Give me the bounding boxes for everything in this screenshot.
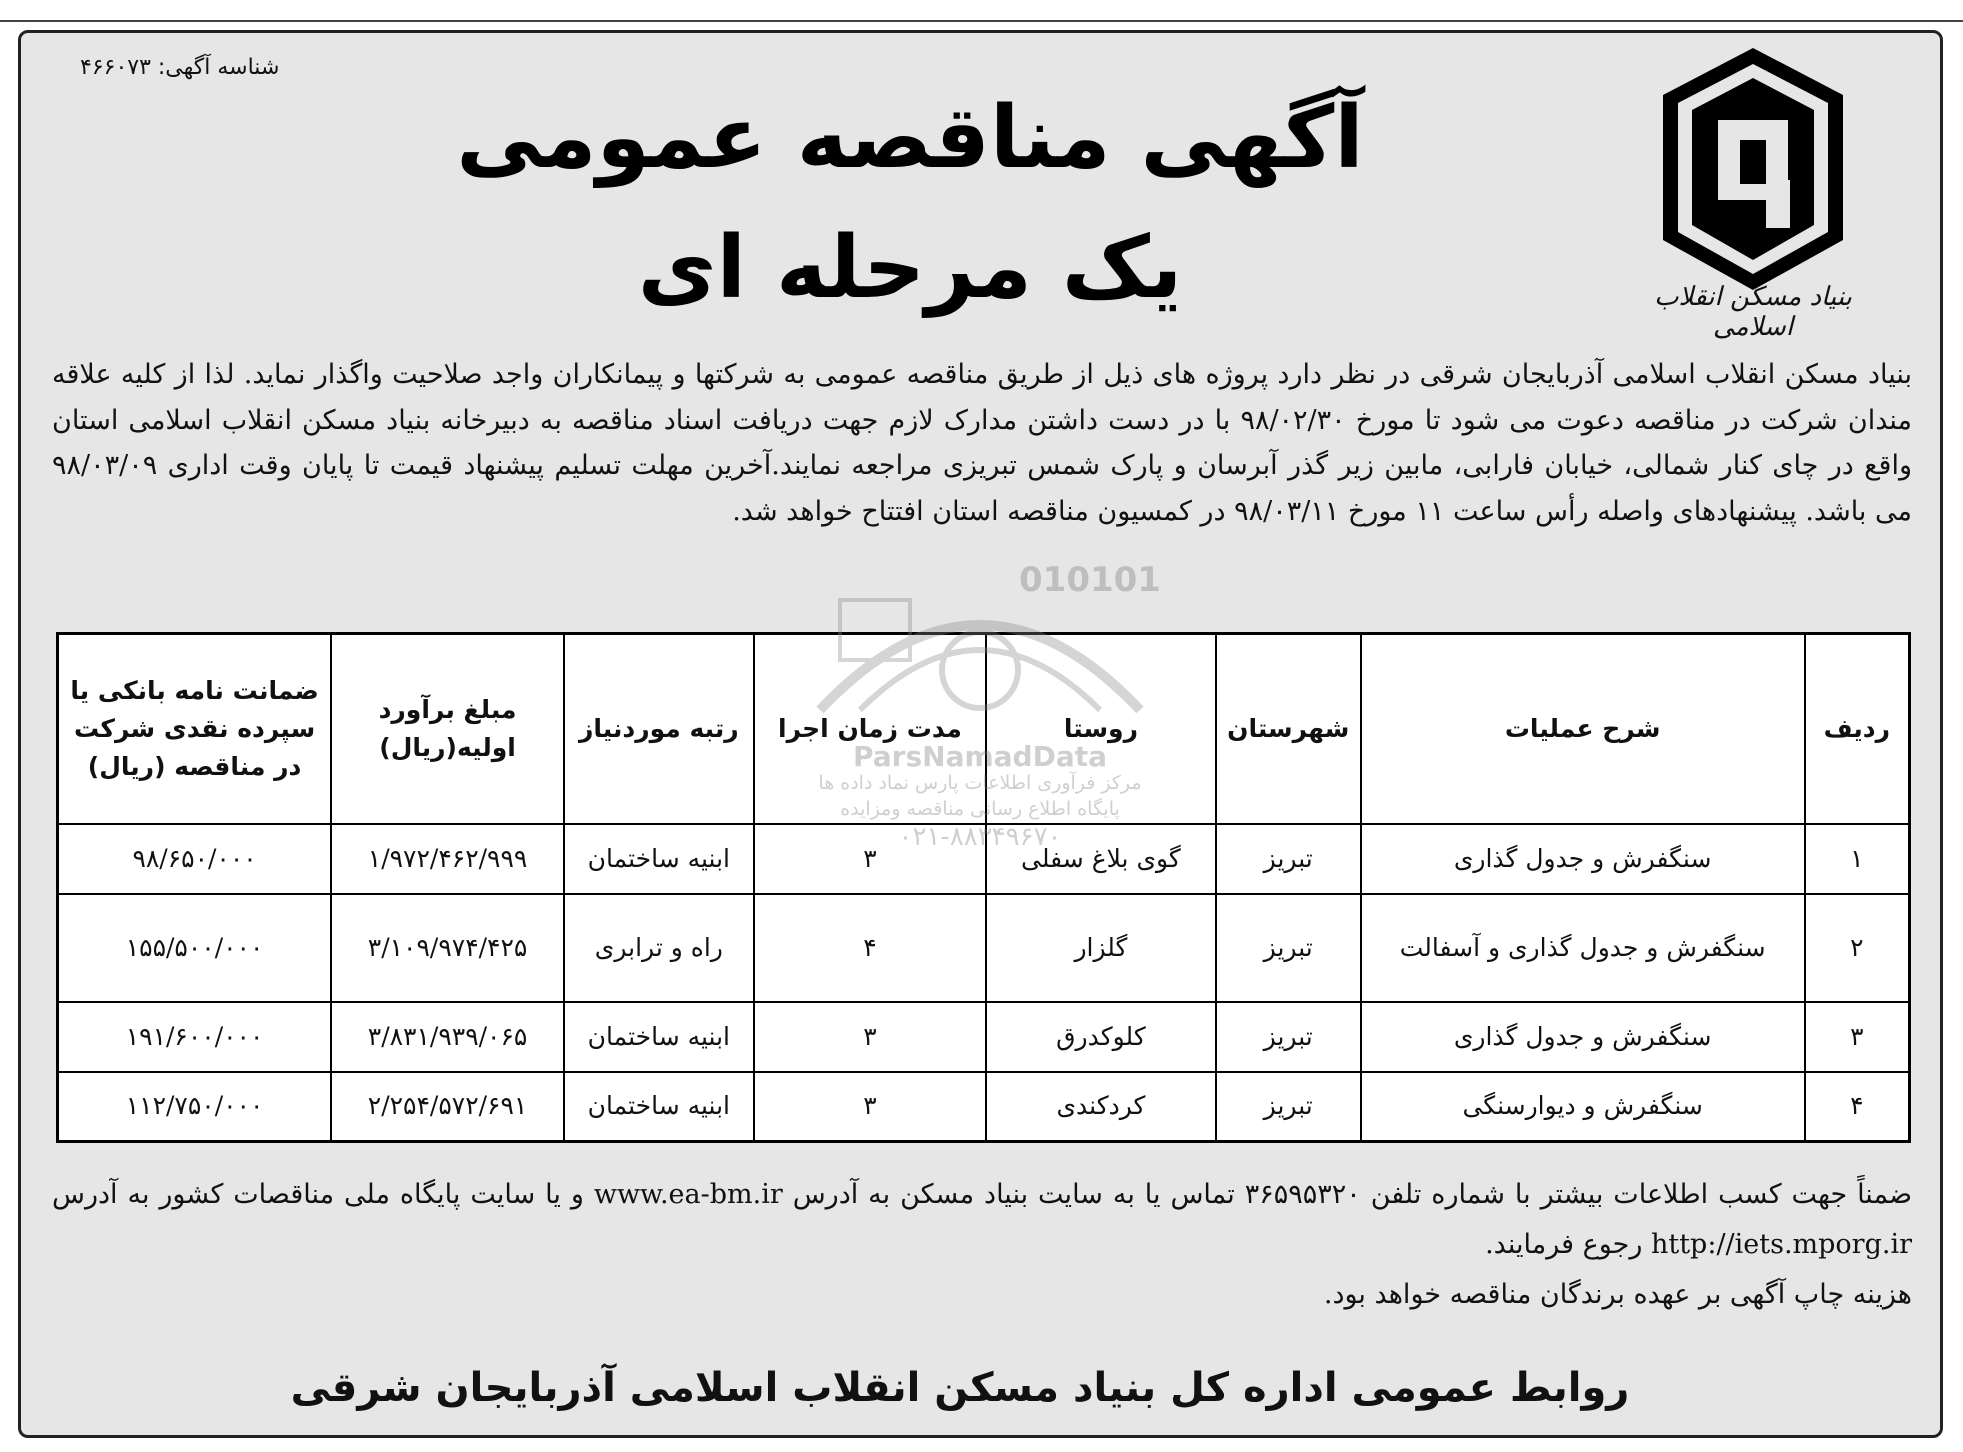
cell-estimate: ۳/۸۳۱/۹۳۹/۰۶۵ [331,1002,564,1072]
watermark-brand: ParsNamadData [853,740,1107,773]
watermark-line-2: پایگاه اطلاع رسانی مناقصه ومزایده [840,798,1120,820]
header-duration: مدت زمان اجرا [754,634,986,824]
cell-row-number: ۳ [1805,1002,1910,1072]
header-row-number: ردیف [1805,634,1910,824]
cell-estimate: ۳/۱۰۹/۹۷۴/۴۲۵ [331,894,564,1002]
table-row [58,1072,1910,1142]
cell-duration: ۴ [754,894,986,1002]
header-estimate: مبلغ برآورد اولیه(ریال) [331,634,564,824]
header-grade: رتبه موردنیاز [564,634,754,824]
cell-row-number: ۱ [1805,824,1910,894]
cell-grade: ابنیه ساختمان [564,824,754,894]
cell-estimate: ۲/۲۵۴/۵۷۲/۶۹۱ [331,1072,564,1142]
cell-grade: ابنیه ساختمان [564,1002,754,1072]
watermark-phone: ۰۲۱-۸۸۳۴۹۶۷۰ [898,822,1062,852]
table-row [58,894,1910,1002]
cell-county: تبریز [1216,894,1361,1002]
cell-estimate: ۱/۹۷۲/۴۶۲/۹۹۹ [331,824,564,894]
cell-village: کردکندی [986,1072,1216,1142]
header-county: شهرستان [1216,634,1361,824]
title-line-1: آگهی مناقصه عمومی [456,88,1364,188]
tender-table [56,632,1911,1143]
cell-village: گوی بلاغ سفلی [986,824,1216,894]
cell-duration: ۳ [754,1002,986,1072]
cell-row-number: ۴ [1805,1072,1910,1142]
logo-caption: بنیاد مسکن انقلاب اسلامی [1654,282,1852,342]
watermark-line-1: مرکز فرآوری اطلاعات پارس نماد داده ها [818,772,1142,794]
cell-guarantee: ۱۹۱/۶۰۰/۰۰۰ [58,1002,332,1072]
ad-id: شناسه آگهی: ۴۶۶۰۷۳ [80,55,280,80]
cell-guarantee: ۹۸/۶۵۰/۰۰۰ [58,824,332,894]
footer-line-2: هزینه چاپ آگهی بر عهده برندگان مناقصه خواهد بود. [1323,1279,1912,1310]
cell-grade: ابنیه ساختمان [564,1072,754,1142]
cell-county: تبریز [1216,1072,1361,1142]
watermark-binary: 010101 [1019,560,1161,600]
top-cut-strip [0,0,1963,22]
header-village: روستا [986,634,1216,824]
cell-guarantee: ۱۵۵/۵۰۰/۰۰۰ [58,894,332,1002]
cell-guarantee: ۱۱۲/۷۵۰/۰۰۰ [58,1072,332,1142]
cell-duration: ۳ [754,1072,986,1142]
footer-line-1: ضمناً جهت کسب اطلاعات بیشتر با شماره تلفن ۳۶۵۹۵۳۲۰ تماس یا به سایت بنیاد مسکن به آدرس www.ea-bm.ir و یا سایت پایگاه ملی مناقصات کشور به آدرس http://iets.mporg.ir رجوع فرمایند. [52,1179,1912,1260]
cell-county: تبریز [1216,824,1361,894]
signature: روابط عمومی اداره کل بنیاد مسکن انقلاب اسلامی آذربایجان شرقی [290,1365,1630,1411]
cell-duration: ۳ [754,824,986,894]
cell-county: تبریز [1216,1002,1361,1072]
footer-contact [52,1170,1912,1320]
title-line-2: یک مرحله ای [637,218,1183,318]
intro-paragraph: بنیاد مسکن انقلاب اسلامی آذربایجان شرقی در نظر دارد پروژه های ذیل از طریق مناقصه عمومی به شرکتها و پیمانکاران واجد صلاحیت واگذار نماید. لذا از کلیه علاقه مندان شرکت در مناقصه دعوت می شود تا مورخ ۹۸/۰۲/۳۰ با در دست داشتن مدارک لازم جهت دریافت اسناد مناقصه به دبیرخانه بنیاد مسکن انقلاب اسلامی استان واقع در چای کنار شمالی، خیابان فارابی، مابین زیر گذر آبرسان و پارک شمس تبریزی مراجعه نمایند.آخرین مهلت تسلیم پیشنهاد قیمت تا پایان وقت اداری ۹۸/۰۳/۰۹ می باشد. پیشنهادهای واصله رأس ساعت ۱۱ مورخ ۹۸/۰۳/۱۱ در کمسیون مناقصه استان افتتاح خواهد شد. [52,359,1912,527]
table-row [58,1002,1910,1072]
cell-description: سنگفرش و جدول گذاری [1361,824,1805,894]
cell-village: گلزار [986,894,1216,1002]
cell-description: سنگفرش و جدول گذاری [1361,1002,1805,1072]
table-header-row [58,634,1910,824]
table-row [58,824,1910,894]
cell-description: سنگفرش و دیوارسنگی [1361,1072,1805,1142]
cell-description: سنگفرش و جدول گذاری و آسفالت [1361,894,1805,1002]
cell-village: کلوکدرق [986,1002,1216,1072]
header-guarantee: ضمانت نامه بانکی یا سپرده نقدی شرکت در مناقصه (ریال) [58,634,332,824]
cell-grade: راه و ترابری [564,894,754,1002]
header-description: شرح عملیات [1361,634,1805,824]
cell-row-number: ۲ [1805,894,1910,1002]
